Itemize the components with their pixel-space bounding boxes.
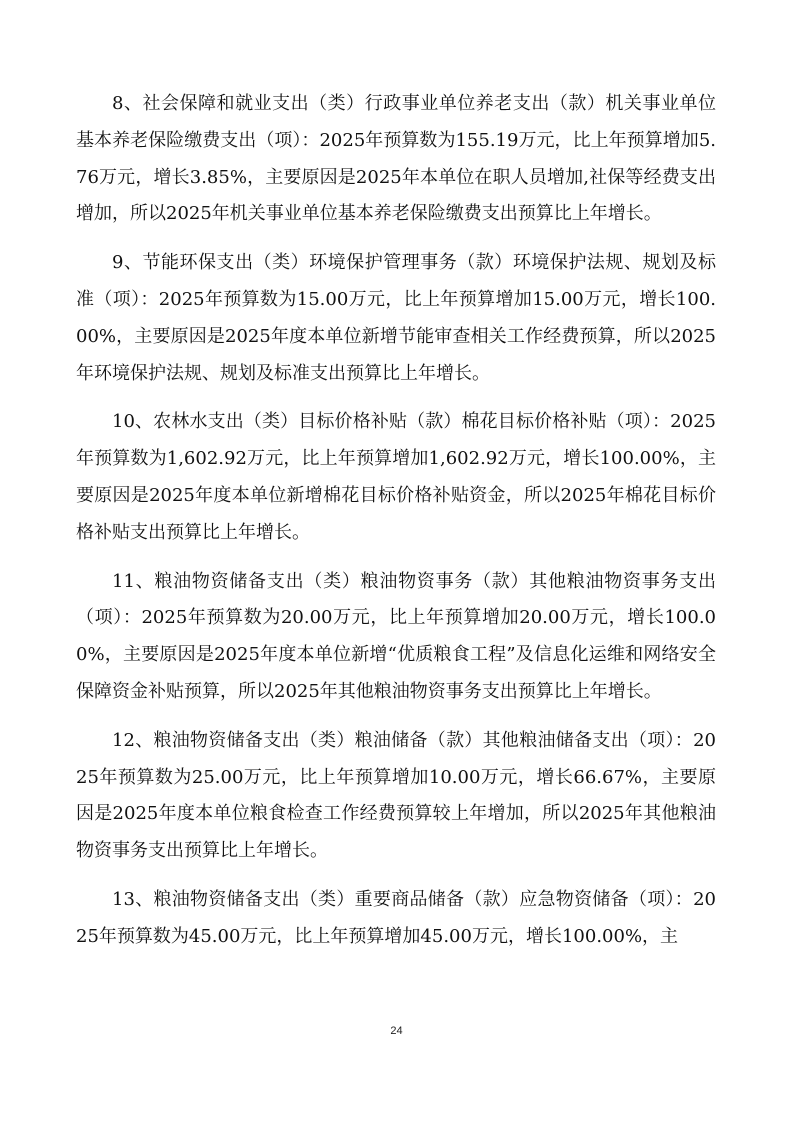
paragraph-item-12: 12、粮油物资储备支出（类）粮油储备（款）其他粮油储备支出（项）：2025年预算数为25.00万元，比上年预算增加10.00万元，增长66.67%，主要原因是2025年度本单位粮食检查工作经费预算较上年增加，所以2025年其他粮油物资事务支出预算比上年增长。 [76,729,716,862]
page-number: 24 [390,1025,403,1037]
body-text [76,86,716,968]
paragraph-item-10: 10、农林水支出（类）目标价格补贴（款）棉花目标价格补贴（项）：2025年预算数为1,602.92万元，比上年预算增加1,602.92万元，增长100.00%，主要原因是2025年度本单位新增棉花目标价格补贴资金，所以2025年棉花目标价格补贴支出预算比上年增长。 [76,411,716,543]
paragraph-item-11: 11、粮油物资储备支出（类）粮油物资事务（款）其他粮油物资事务支出（项）：2025年预算数为20.00万元，比上年预算增加20.00万元，增长100.00%，主要原因是2025年度本单位新增“优质粮食工程”及信息化运维和网络安全保障资金补贴预算，所以2025年其他粮油物资事务支出预算比上年增长。 [76,570,716,702]
paragraph-item-13: 13、粮油物资储备支出（类）重要商品储备（款）应急物资储备（项）：2025年预算数为45.00万元，比上年预算增加45.00万元，增长100.00%，主 [76,888,716,947]
paragraph-item-8: 8、社会保障和就业支出（类）行政事业单位养老支出（款）机关事业单位基本养老保险缴费支出（项）：2025年预算数为155.19万元，比上年预算增加5.76万元，增长3.85%，主要原因是2025年本单位在职人员增加,社保等经费支出增加，所以2025年机关事业单位基本养老保险缴费支出预算比上年增长。 [76,93,716,225]
paragraph-item-9: 9、节能环保支出（类）环境保护管理事务（款）环境保护法规、规划及标准（项）：2025年预算数为15.00万元，比上年预算增加15.00万元，增长100.00%，主要原因是2025年度本单位新增节能审查相关工作经费预算，所以2025年环境保护法规、规划及标准支出预算比上年增长。 [76,252,716,384]
